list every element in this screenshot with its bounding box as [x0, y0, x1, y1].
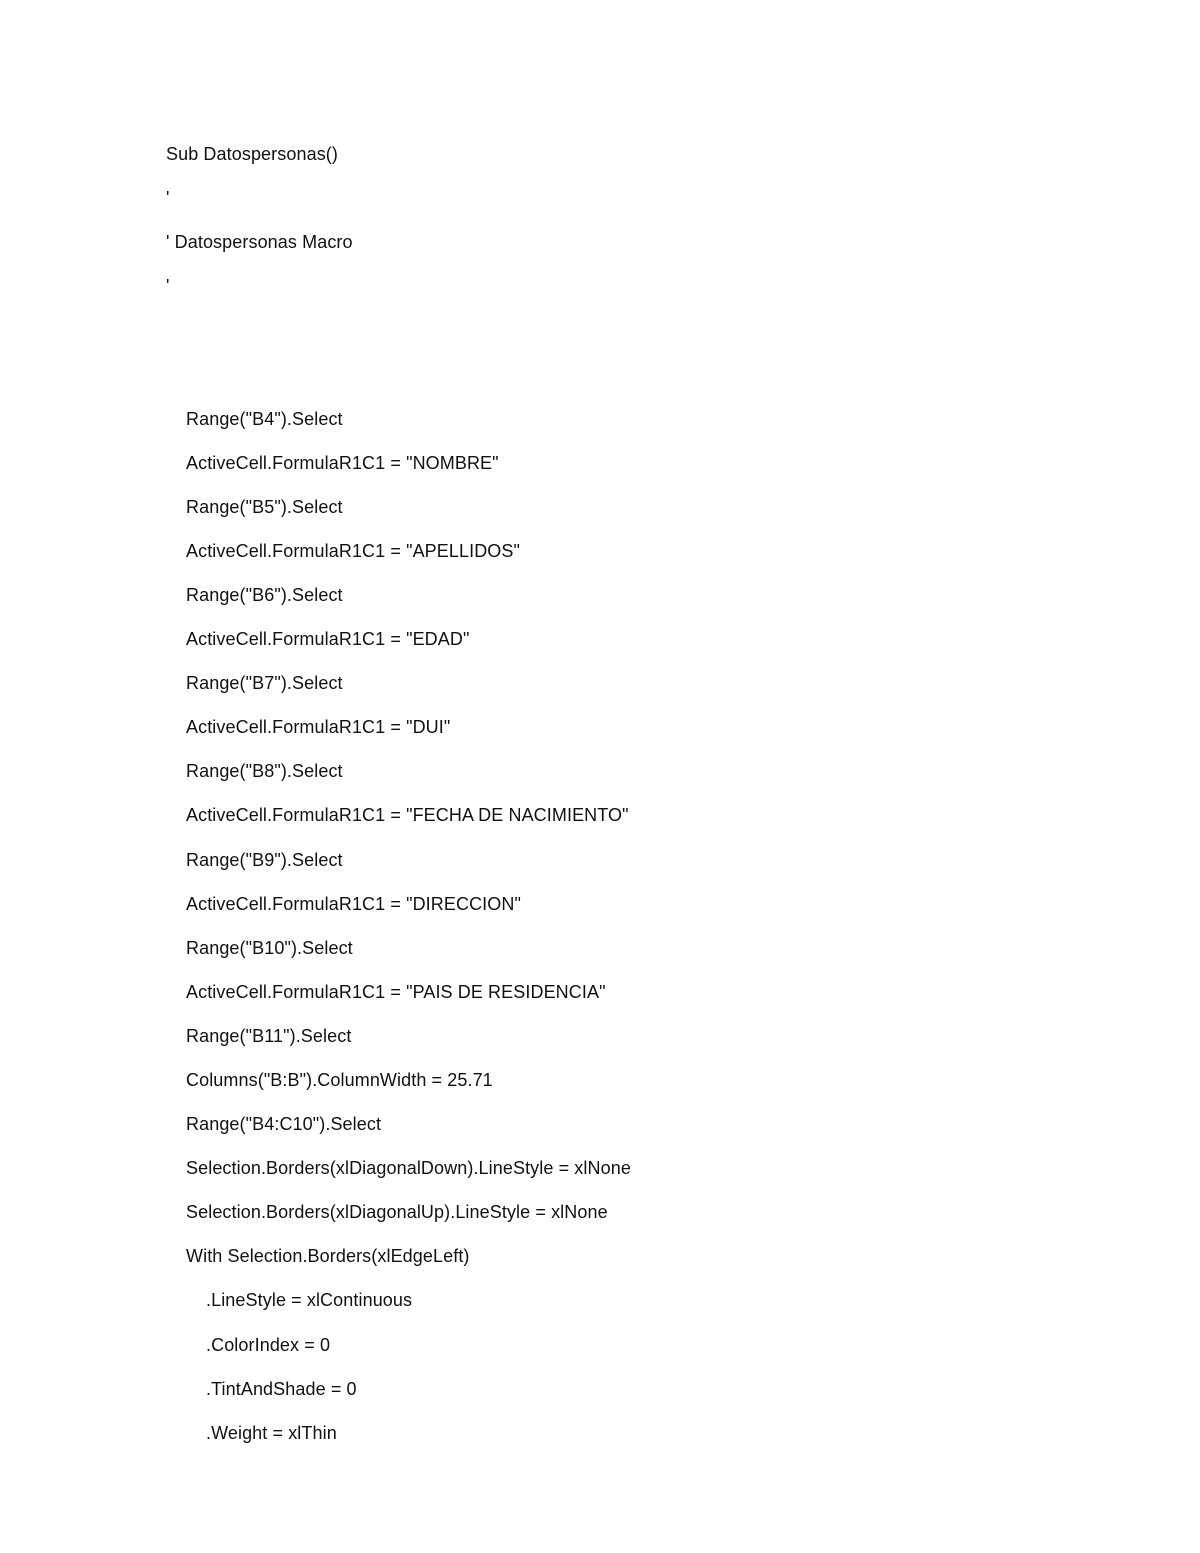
code-line: Range("B5").Select [186, 496, 343, 517]
code-line: ActiveCell.FormulaR1C1 = "DUI" [186, 717, 451, 738]
code-line: Range("B9").Select [186, 849, 343, 870]
code-line: Range("B10").Select [186, 937, 353, 958]
code-line: ' Datospersonas Macro [166, 232, 353, 253]
code-line: .Weight = xlThin [206, 1422, 337, 1443]
blank-line [166, 360, 1126, 404]
code-line: ActiveCell.FormulaR1C1 = "PAIS DE RESIDENCIA" [186, 981, 606, 1002]
vba-macro-code [166, 140, 1126, 1463]
code-line: Range("B4").Select [186, 408, 343, 429]
code-line: ActiveCell.FormulaR1C1 = "FECHA DE NACIMIENTO" [186, 805, 629, 826]
code-line: .ColorIndex = 0 [206, 1334, 331, 1355]
code-line: .LineStyle = xlContinuous [206, 1290, 413, 1311]
code-line: ActiveCell.FormulaR1C1 = "EDAD" [186, 629, 470, 650]
code-line: Sub Datospersonas() [166, 144, 338, 164]
code-line: Range("B11").Select [186, 1025, 352, 1046]
code-line: ActiveCell.FormulaR1C1 = "NOMBRE" [186, 452, 499, 473]
code-line: .TintAndShade = 0 [206, 1378, 357, 1399]
code-line: Columns("B:B").ColumnWidth = 25.71 [186, 1069, 493, 1090]
code-line: Range("B7").Select [186, 673, 343, 694]
blank-line [166, 316, 1126, 360]
code-line: ' [166, 188, 170, 209]
code-line: Selection.Borders(xlDiagonalDown).LineStyle = xlNone [186, 1158, 631, 1179]
code-line: ' [166, 276, 170, 297]
code-line: Range("B6").Select [186, 584, 343, 605]
code-line: Range("B4:C10").Select [186, 1114, 382, 1135]
code-line: ActiveCell.FormulaR1C1 = "APELLIDOS" [186, 540, 520, 561]
code-line: Range("B8").Select [186, 761, 343, 782]
code-line: Selection.Borders(xlDiagonalUp).LineStyle = xlNone [186, 1202, 608, 1223]
code-line: With Selection.Borders(xlEdgeLeft) [186, 1246, 470, 1267]
code-line: ActiveCell.FormulaR1C1 = "DIRECCION" [186, 893, 521, 914]
